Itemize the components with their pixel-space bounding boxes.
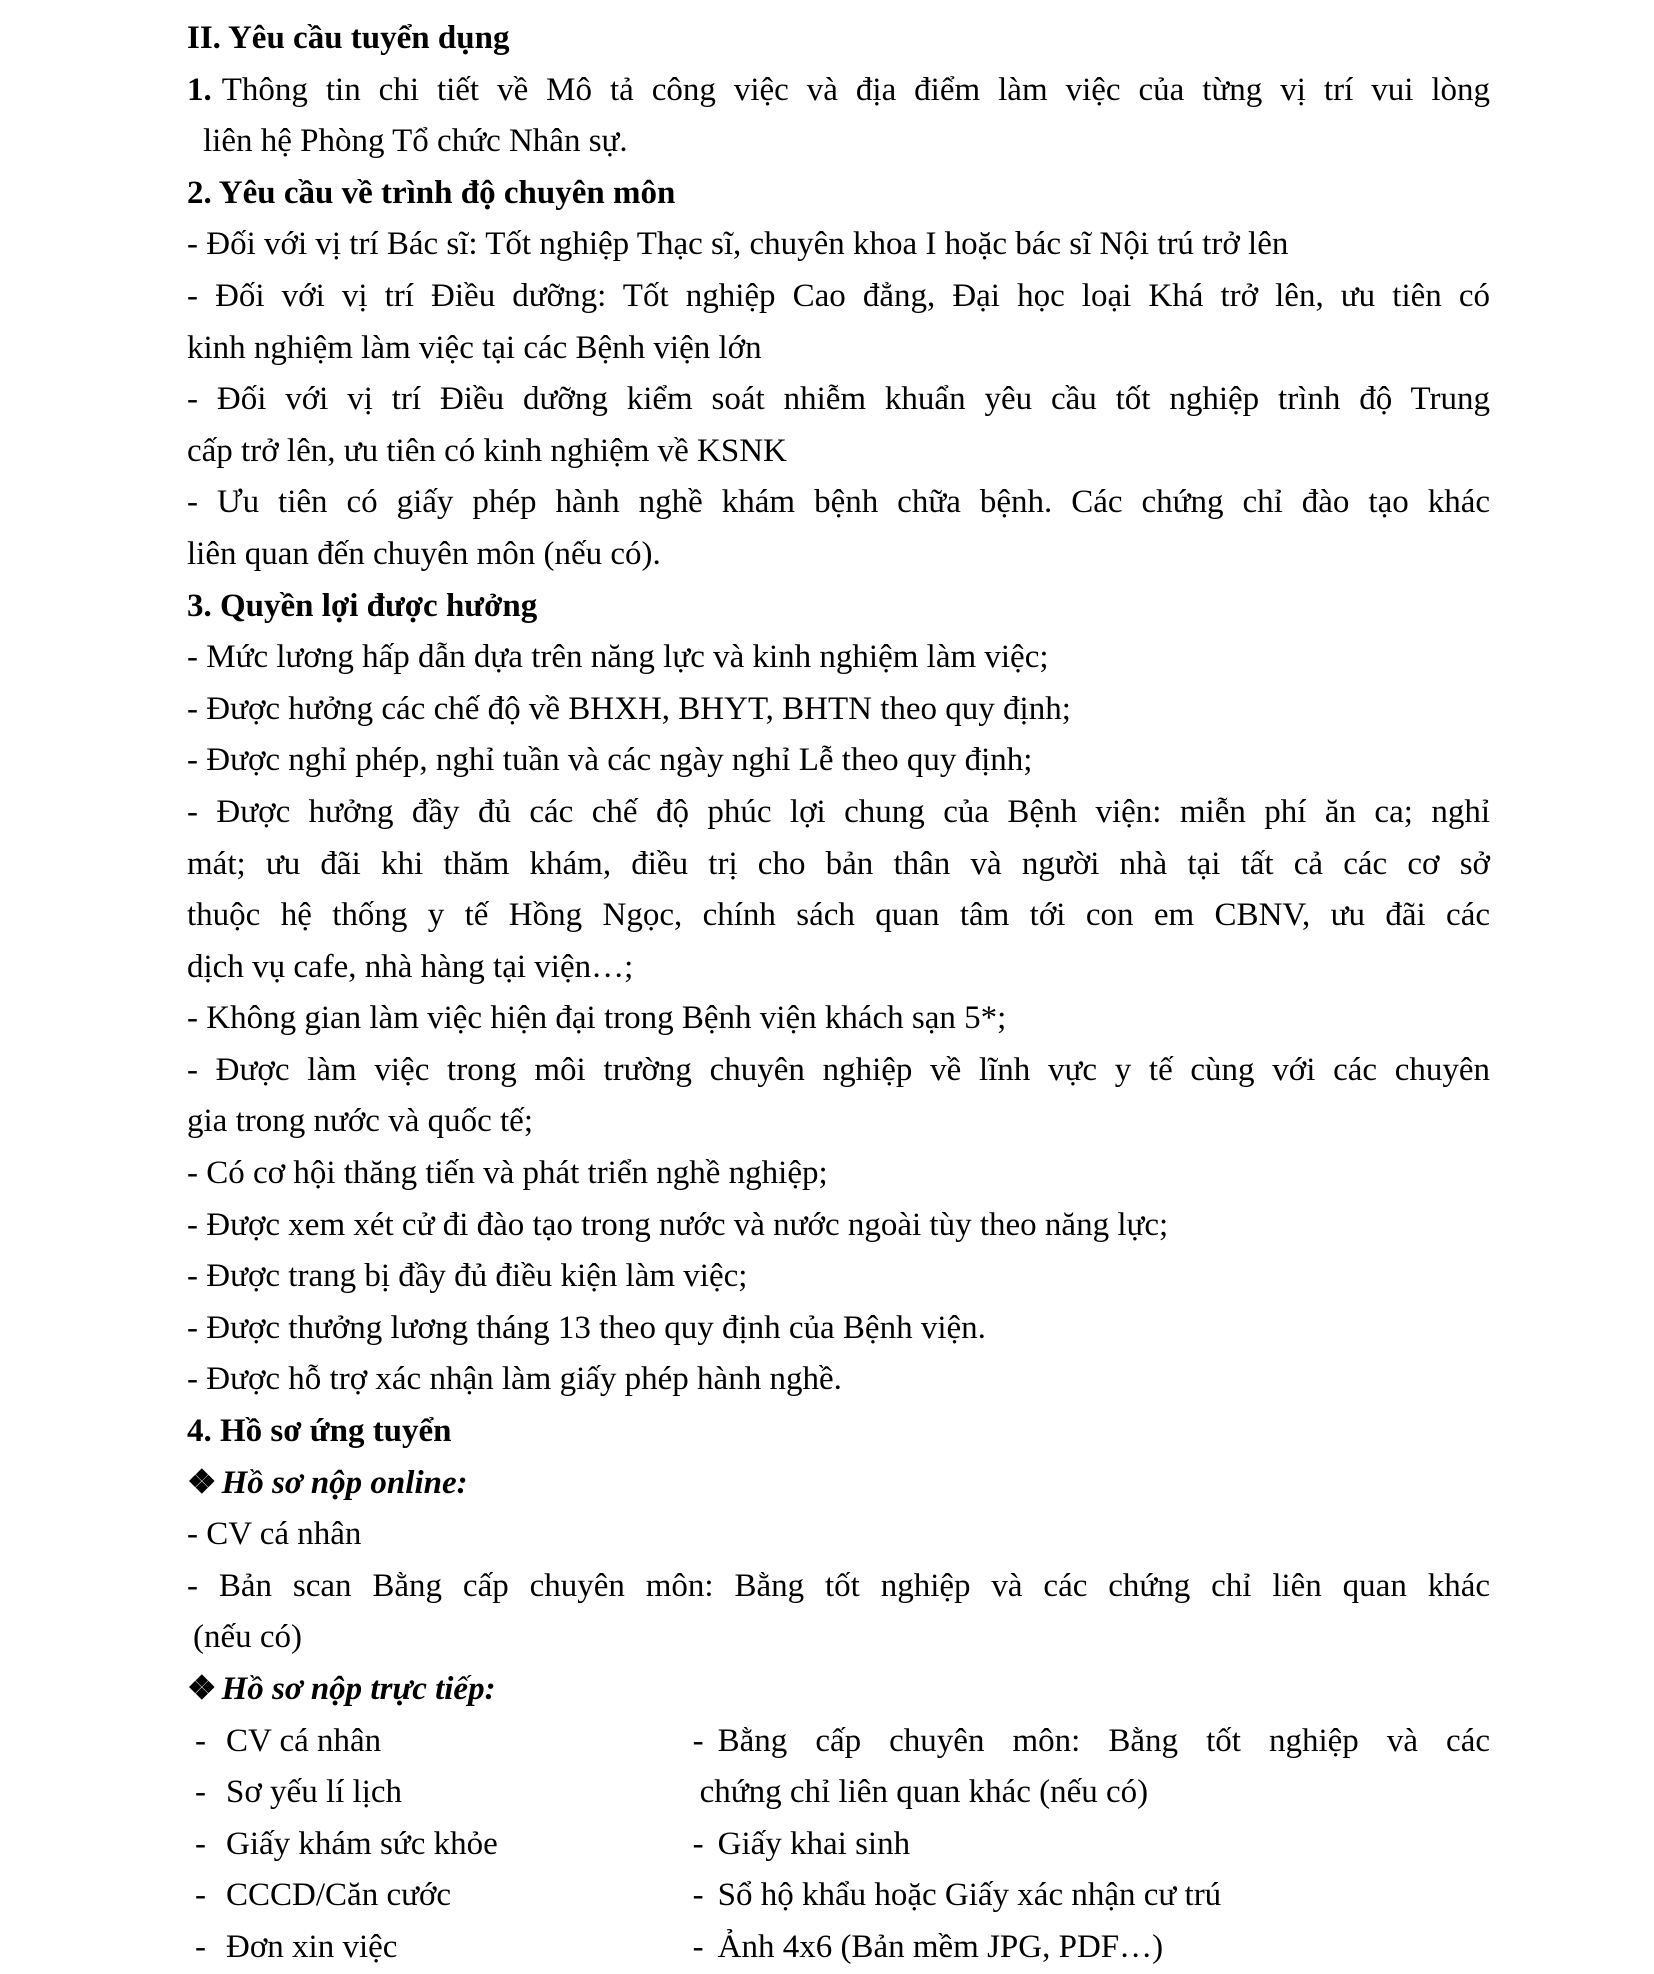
dash-bullet: - <box>692 1877 704 1914</box>
text-line: - Được thưởng lương tháng 13 theo quy định của Bệnh viện. <box>187 1309 986 1346</box>
dash-bullet: - <box>195 1774 206 1811</box>
right-cell <box>693 1870 1490 1922</box>
text-line: - Được hỗ trợ xác nhận làm giấy phép hành nghề. <box>187 1361 842 1398</box>
text-line: - Có cơ hội thăng tiến và phát triển nghề nghiệp; <box>187 1155 828 1192</box>
text-line: thuộc hệ thống y tế Hồng Ngọc, chính sách quan tâm tới con em CBNV, ưu đãi các <box>187 897 1490 934</box>
subsection-heading <box>187 1458 1490 1510</box>
section-heading: 2. Yêu cầu về trình độ chuyên môn <box>187 174 676 211</box>
text-line: kinh nghiệm làm việc tại các Bệnh viện lớn <box>187 329 762 366</box>
cell-text: CV cá nhân <box>226 1722 382 1759</box>
right-cell <box>693 1767 1490 1819</box>
table-row <box>187 1870 1490 1922</box>
cell-text: Đơn xin việc <box>226 1928 398 1965</box>
text-line: - Ưu tiên có giấy phép hành nghề khám bệnh chữa bệnh. Các chứng chỉ đào tạo khác <box>187 484 1490 521</box>
dash-bullet: - <box>195 1722 206 1759</box>
diamond-bullet-icon: ❖ <box>187 1464 217 1501</box>
cell-text: chứng chỉ liên quan khác (nếu có) <box>699 1774 1149 1811</box>
left-cell <box>187 1870 693 1922</box>
subsection-heading <box>187 1664 1490 1716</box>
text-line: - Được nghỉ phép, nghỉ tuần và các ngày nghỉ Lễ theo quy định; <box>187 742 1033 779</box>
section-heading: II. Yêu cầu tuyển dụng <box>187 20 510 56</box>
dash-bullet: - <box>692 1928 704 1965</box>
left-cell <box>187 1922 693 1974</box>
table-row <box>187 1819 1490 1871</box>
dash-bullet: - <box>195 1877 206 1914</box>
dash-bullet: - <box>692 1722 704 1759</box>
diamond-bullet-icon: ❖ <box>187 1671 217 1707</box>
left-cell <box>187 1819 693 1871</box>
cell-text: Giấy khai sinh <box>717 1825 911 1862</box>
right-cell <box>693 1716 1490 1768</box>
subsection-label: Hồ sơ nộp online: <box>221 1464 468 1501</box>
text-line: - Đối với vị trí Điều dưỡng kiểm soát nhiễm khuẩn yêu cầu tốt nghiệp trình độ Trung <box>187 381 1490 418</box>
dash-bullet: - <box>692 1825 704 1862</box>
cell-text: Sơ yếu lí lịch <box>226 1774 403 1811</box>
text-line: mát; ưu đãi khi thăm khám, điều trị cho bản thân và người nhà tại tất cả các cơ sở <box>187 845 1490 882</box>
text-line: - Đối với vị trí Điều dưỡng: Tốt nghiệp Cao đẳng, Đại học loại Khá trở lên, ưu tiên có <box>187 277 1490 314</box>
dash-bullet: - <box>195 1928 206 1965</box>
text-line: - Được hưởng đầy đủ các chế độ phúc lợi chung của Bệnh viện: miễn phí ăn ca; nghỉ <box>187 793 1490 830</box>
left-cell <box>187 1767 693 1819</box>
text-line: cấp trở lên, ưu tiên có kinh nghiệm về KSNK <box>187 432 787 469</box>
text-line <box>187 65 1490 117</box>
cell-text: Giấy khám sức khỏe <box>226 1825 498 1862</box>
table-row <box>187 1767 1490 1819</box>
dash-bullet: - <box>195 1825 206 1862</box>
text-line: - Được hưởng các chế độ về BHXH, BHYT, BHTN theo quy định; <box>187 690 1071 727</box>
text-line: - Được làm việc trong môi trường chuyên nghiệp về lĩnh vực y tế cùng với các chuyên <box>187 1051 1490 1088</box>
line-text: Thông tin chi tiết về Mô tả công việc và địa điểm làm việc của từng vị trí vui lòng <box>221 71 1490 108</box>
text-line: liên quan đến chuyên môn (nếu có). <box>187 535 661 572</box>
table-row <box>187 1922 1490 1974</box>
text-line: - Không gian làm việc hiện đại trong Bệnh viện khách sạn 5*; <box>187 1000 1007 1037</box>
text-line: (nếu có) <box>193 1619 303 1656</box>
left-cell <box>187 1716 693 1768</box>
right-cell <box>693 1922 1490 1974</box>
text-line: dịch vụ cafe, nhà hàng tại viện…; <box>187 948 634 985</box>
cell-text: CCCD/Căn cước <box>226 1877 452 1914</box>
subsection-label: Hồ sơ nộp trực tiếp: <box>221 1671 496 1707</box>
cell-text: Sổ hộ khẩu hoặc Giấy xác nhận cư trú <box>717 1877 1222 1914</box>
section-heading: 3. Quyền lợi được hưởng <box>187 587 538 624</box>
cell-text: Ảnh 4x6 (Bản mềm JPG, PDF…) <box>717 1928 1164 1965</box>
text-line: - CV cá nhân <box>187 1516 362 1553</box>
cell-text: Bằng cấp chuyên môn: Bằng tốt nghiệp và các <box>717 1722 1490 1759</box>
section-heading: 4. Hồ sơ ứng tuyển <box>187 1413 452 1450</box>
table-row <box>187 1716 1490 1768</box>
item-number: 1. <box>187 71 212 108</box>
text-line: - Bản scan Bằng cấp chuyên môn: Bằng tốt nghiệp và các chứng chỉ liên quan khác <box>187 1567 1490 1604</box>
text-line: - Được trang bị đầy đủ điều kiện làm việc; <box>187 1258 748 1295</box>
text-line: liên hệ Phòng Tổ chức Nhân sự. <box>203 123 628 160</box>
right-cell <box>693 1819 1490 1871</box>
text-line: gia trong nước và quốc tế; <box>187 1103 533 1140</box>
text-line: - Đối với vị trí Bác sĩ: Tốt nghiệp Thạc sĩ, chuyên khoa I hoặc bác sĩ Nội trú trở lên <box>187 226 1289 263</box>
text-line: - Mức lương hấp dẫn dựa trên năng lực và kinh nghiệm làm việc; <box>187 639 1049 676</box>
text-line: - Được xem xét cử đi đào tạo trong nước và nước ngoài tùy theo năng lực; <box>187 1206 1169 1243</box>
